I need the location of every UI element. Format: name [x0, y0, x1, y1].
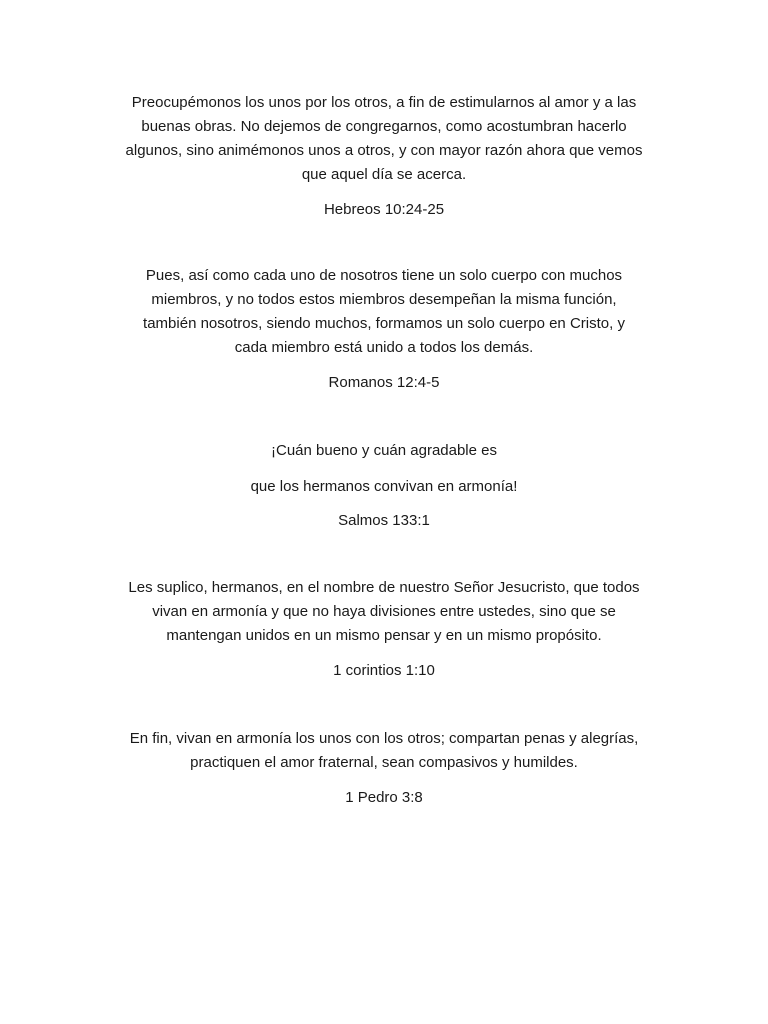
verse-line: algunos, sino animémonos unos a otros, y con mayor razón ahora que vemos	[125, 142, 643, 159]
verse-line: vivan en armonía y que no haya divisiones entre ustedes, sino que se	[152, 603, 616, 620]
verse-line: también nosotros, siendo muchos, formamos un solo cuerpo en Cristo, y	[143, 315, 625, 332]
verse-romanos	[104, 264, 664, 360]
verse-line: Pues, así como cada uno de nosotros tiene un solo cuerpo con muchos	[145, 267, 623, 284]
verse-line: practiquen el amor fraternal, sean compasivos y humildes.	[190, 754, 578, 771]
verse-corintios	[104, 576, 664, 648]
reference-pedro: 1 Pedro 3:8	[345, 789, 423, 806]
reference-corintios: 1 corintios 1:10	[333, 662, 435, 679]
verse-salmos-line-1: ¡Cuán bueno y cuán agradable es	[271, 442, 497, 459]
verse-line: Preocupémonos los unos por los otros, a fin de estimularnos al amor y a las	[131, 94, 637, 111]
verse-line: mantengan unidos en un mismo pensar y en un mismo propósito.	[166, 627, 602, 644]
reference-salmos: Salmos 133:1	[338, 512, 430, 529]
verse-line: Les suplico, hermanos, en el nombre de nuestro Señor Jesucristo, que todos	[128, 579, 640, 596]
reference-romanos: Romanos 12:4-5	[328, 374, 440, 391]
verse-line: cada miembro está unido a todos los demás.	[234, 339, 534, 356]
verse-hebreos	[104, 91, 664, 187]
verse-line: que aquel día se acerca.	[301, 166, 467, 183]
verse-salmos-line-2: que los hermanos convivan en armonía!	[250, 478, 518, 495]
verse-pedro	[104, 727, 664, 775]
verse-line: buenas obras. No dejemos de congregarnos, como acostumbran hacerlo	[141, 118, 627, 135]
reference-hebreos: Hebreos 10:24-25	[323, 201, 445, 218]
verse-line: En fin, vivan en armonía los unos con los otros; compartan penas y alegrías,	[129, 730, 639, 747]
verse-line: miembros, y no todos estos miembros desempeñan la misma función,	[151, 291, 617, 308]
